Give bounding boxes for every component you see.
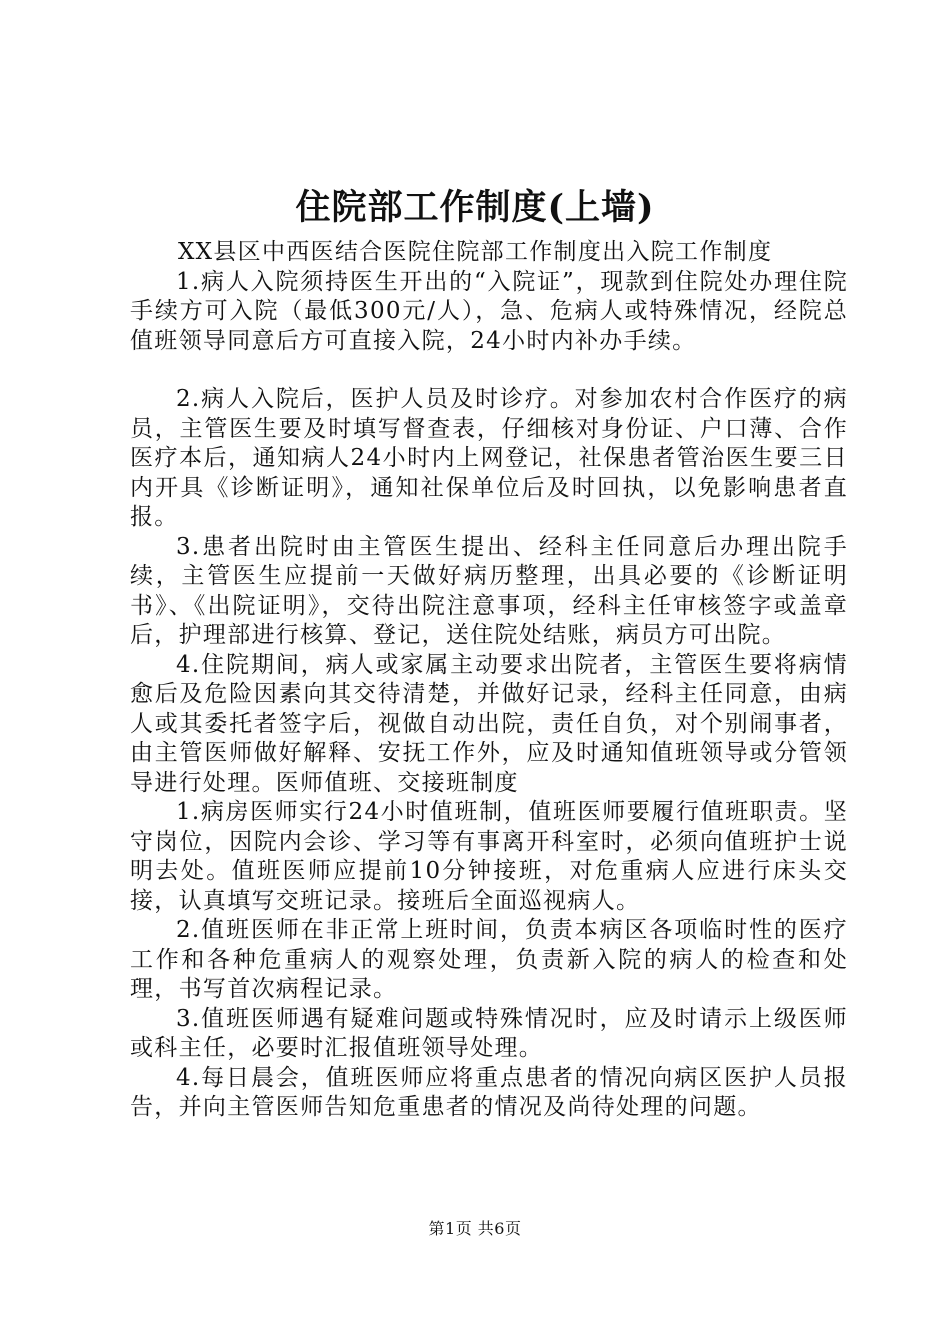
paragraph-spacer [130, 356, 848, 385]
document-body [130, 238, 848, 1123]
document-title: 住院部工作制度(上墙) [295, 187, 655, 228]
document-heading: XX县区中西医结合医院住院部工作制度出入院工作制度 [178, 239, 773, 265]
paragraph: 3.患者出院时由主管医生提出、经科主任同意后办理出院手续，主管医生应提前一天做好病历整理，出具必要的《诊断证明书》、《出院证明》，交待出院注意事项，经科主任审核签字或盖章后，护理部进行核算、登记，送住院处结账，病员方可出院。 [130, 533, 848, 648]
paragraph: 3.值班医师遇有疑难问题或特殊情况时，应及时请示上级医师或科主任，必要时汇报值班领导处理。 [130, 1005, 848, 1061]
page-number-footer: 第1页 共6页 [428, 1219, 522, 1238]
paragraph: 4.每日晨会，值班医师应将重点患者的情况向病区医护人员报告，并向主管医师告知危重患者的情况及尚待处理的问题。 [130, 1064, 848, 1120]
paragraph: 2.病人入院后，医护人员及时诊疗。对参加农村合作医疗的病员，主管医生要及时填写督查表，仔细核对身份证、户口薄、合作医疗本后，通知病人24小时内上网登记，社保患者管治医生要三日内开具《诊断证明》，通知社保单位后及时回执，以免影响患者直报。 [130, 386, 848, 530]
paragraph: 2.值班医师在非正常上班时间，负责本病区各项临时性的医疗工作和各种危重病人的观察处理，负责新入院的病人的检查和处理，书写首次病程记录。 [130, 917, 848, 1002]
paragraph: 1.病人入院须持医生开出的“入院证”，现款到住院处办理住院手续方可入院（最低300元/人），急、危病人或特殊情况，经院总值班领导同意后方可直接入院，24小时内补办手续。 [130, 268, 848, 354]
paragraph: 1.病房医师实行24小时值班制，值班医师要履行值班职责。坚守岗位，因院内会诊、学习等有事离开科室时，必须向值班护士说明去处。值班医师应提前10分钟接班，对危重病人应进行床头交接，认真填写交班记录。接班后全面巡视病人。 [130, 799, 848, 914]
paragraph: 4.住院期间，病人或家属主动要求出院者，主管医生要将病情愈后及危险因素向其交待清楚，并做好记录，经科主任同意，由病人或其委托者签字后，视做自动出院，责任自负，对个别闹事者，由主管医师做好解释、安抚工作外，应及时通知值班领导或分管领导进行处理。医师值班、交接班制度 [130, 651, 848, 796]
